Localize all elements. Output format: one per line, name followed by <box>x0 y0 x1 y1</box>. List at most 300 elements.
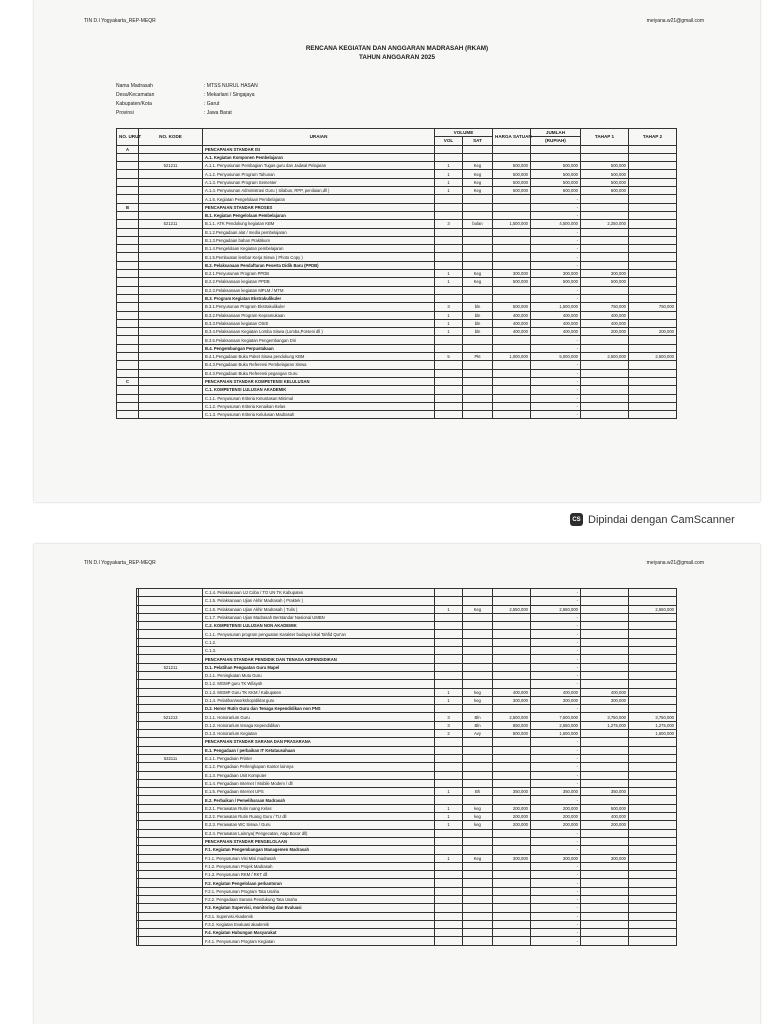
cell-no-urut <box>117 294 139 302</box>
cell-no-kode <box>139 245 203 253</box>
cell-uraian: F.4. Kegiatan Hubungan Masyarakat <box>203 929 435 937</box>
cell-tahap-1 <box>581 236 629 244</box>
cell-vol <box>435 228 463 236</box>
cell-vol: 3 <box>435 303 463 311</box>
cell-uraian: F.3.2. Kegiatan Evaluasi akademik <box>203 920 435 928</box>
cell-tahap-2 <box>629 361 677 369</box>
cell-harga-satuan <box>493 195 531 203</box>
cell-jumlah: - <box>531 929 581 937</box>
header-email: meiyana.w21@gmail.com <box>646 18 704 24</box>
cell-jumlah: - <box>531 386 581 394</box>
cell-jumlah: - <box>531 622 581 630</box>
cell-harga-satuan: 1,500,000 <box>493 220 531 228</box>
cell-tahap-1 <box>581 647 629 655</box>
cell-jumlah: 1,600,000 <box>531 730 581 738</box>
cell-vol <box>435 394 463 402</box>
th-no-urut: NO. URUT <box>117 129 139 146</box>
cell-no-urut <box>117 394 139 402</box>
table-row <box>137 862 677 870</box>
cell-uraian: F.2.1. Penyusunan Program Tata Usaha <box>203 887 435 895</box>
cell-vol <box>435 895 463 903</box>
cell-tahap-1 <box>581 344 629 352</box>
cell-tahap-2 <box>629 286 677 294</box>
table-row <box>137 730 677 738</box>
cell-no-kode <box>139 589 203 597</box>
cell-no-kode <box>139 278 203 286</box>
cell-tahap-1 <box>581 705 629 713</box>
cell-sat: keg <box>463 696 493 704</box>
cell-tahap-2 <box>629 170 677 178</box>
cell-no-urut <box>117 162 139 170</box>
cell-tahap-2 <box>629 788 677 796</box>
cell-uraian: C.1.4. Pelaksanaan UJ Coba / TO UN TK Kabupaten <box>203 589 435 597</box>
cell-jumlah: - <box>531 771 581 779</box>
cell-uraian: D.1.3. MGMP Guru TK KKM / Kabupaten <box>203 688 435 696</box>
cell-vol <box>435 369 463 377</box>
cell-vol <box>435 630 463 638</box>
cell-vol: 1 <box>435 278 463 286</box>
cell-vol <box>435 336 463 344</box>
cell-harga-satuan <box>493 929 531 937</box>
cell-jumlah: - <box>531 402 581 410</box>
cell-harga-satuan: 200,000 <box>493 804 531 812</box>
cell-tahap-2 <box>629 369 677 377</box>
cell-sat <box>463 386 493 394</box>
table-row <box>137 663 677 671</box>
cell-harga-satuan <box>493 344 531 352</box>
cell-uraian: E.1.5. Pengadaan Internet UPS <box>203 788 435 796</box>
cell-sat: bln <box>463 303 493 311</box>
table-row <box>137 912 677 920</box>
cell-no-kode <box>139 286 203 294</box>
cell-sat <box>463 796 493 804</box>
cell-harga-satuan <box>493 286 531 294</box>
cell-jumlah: 2,550,000 <box>531 605 581 613</box>
cell-vol <box>435 589 463 597</box>
cell-sat: Pkt <box>463 353 493 361</box>
cell-no-urut <box>117 353 139 361</box>
cell-vol <box>435 671 463 679</box>
table-row <box>137 796 677 804</box>
cell-tahap-1 <box>581 394 629 402</box>
cell-tahap-2 <box>629 862 677 870</box>
identity-value: : Jawa Barat <box>204 110 232 116</box>
cell-no-kode <box>139 895 203 903</box>
cell-jumlah: 500,000 <box>531 178 581 186</box>
cell-vol <box>435 920 463 928</box>
cell-vol <box>435 153 463 161</box>
cell-no-urut <box>117 170 139 178</box>
cell-no-urut <box>117 336 139 344</box>
table-row <box>137 879 677 887</box>
table-row <box>137 655 677 663</box>
cell-harga-satuan <box>493 862 531 870</box>
cell-vol <box>435 912 463 920</box>
cell-tahap-1 <box>581 837 629 845</box>
cell-tahap-2 <box>629 622 677 630</box>
cell-harga-satuan <box>493 613 531 621</box>
cell-harga-satuan: 2,500,000 <box>493 713 531 721</box>
cell-no-kode <box>139 680 203 688</box>
cell-uraian: F.1. Kegiatan Pengembangan Managemen Madrasah <box>203 846 435 854</box>
cell-tahap-1 <box>581 663 629 671</box>
cell-jumlah: - <box>531 879 581 887</box>
cell-tahap-2 <box>629 195 677 203</box>
cell-sat: bln <box>463 319 493 327</box>
cell-tahap-1 <box>581 763 629 771</box>
cell-tahap-1 <box>581 937 629 945</box>
cell-sat <box>463 671 493 679</box>
cell-uraian: E.1.2. Pengadaan Perlengkapan Kantor lainnya <box>203 763 435 771</box>
th-sat: SAT <box>463 137 493 145</box>
cell-no-kode <box>139 804 203 812</box>
cell-no-kode: 532111 <box>139 754 203 762</box>
cell-tahap-1 <box>581 638 629 646</box>
cell-no-urut <box>117 261 139 269</box>
cell-tahap-2 <box>629 829 677 837</box>
cell-no-urut <box>117 228 139 236</box>
table-row <box>117 278 677 286</box>
cell-vol <box>435 655 463 663</box>
cell-no-kode <box>139 236 203 244</box>
cell-uraian: E.1. Pengadaan / perbaikan IT Ketatausahaan <box>203 746 435 754</box>
cell-tahap-2 <box>629 663 677 671</box>
cell-harga-satuan <box>493 879 531 887</box>
th-tahap-1: TAHAP 1 <box>581 129 629 146</box>
cell-sat <box>463 630 493 638</box>
cell-tahap-1 <box>581 738 629 746</box>
th-volume: VOLUME <box>435 129 493 137</box>
cell-vol <box>435 837 463 845</box>
cell-sat <box>463 837 493 845</box>
cell-tahap-2 <box>629 187 677 195</box>
cell-vol: 1 <box>435 605 463 613</box>
table-row <box>117 203 677 211</box>
cell-harga-satuan <box>493 411 531 419</box>
cell-sat <box>463 912 493 920</box>
cell-uraian: PENCAPAIAN STANDAR PENDIDIK DAN TENAGA KEPENDIDIKAN <box>203 655 435 663</box>
cell-jumlah: - <box>531 211 581 219</box>
cell-tahap-2 <box>629 203 677 211</box>
cell-sat <box>463 394 493 402</box>
table-row <box>117 270 677 278</box>
cell-harga-satuan: 300,000 <box>493 854 531 862</box>
cell-tahap-1: 400,000 <box>581 688 629 696</box>
table-row <box>117 170 677 178</box>
cell-uraian: F.1.3. Penyusunan RKM / RKT dll <box>203 871 435 879</box>
cell-vol: 1 <box>435 311 463 319</box>
cell-uraian: C.1. KOMPETENSI LULUSAN AKADEMIK <box>203 386 435 394</box>
cell-no-kode <box>139 145 203 153</box>
cell-harga-satuan <box>493 904 531 912</box>
cell-tahap-1: 200,000 <box>581 821 629 829</box>
cell-harga-satuan <box>493 887 531 895</box>
cell-tahap-1 <box>581 294 629 302</box>
cell-uraian: D.1.4. Pelatihan/workshop/diklat guru <box>203 696 435 704</box>
cell-harga-satuan: 800,000 <box>493 730 531 738</box>
cell-jumlah: - <box>531 912 581 920</box>
cell-uraian: C.1.2. Penyusunan Kriteria Kenaikan Kelas <box>203 402 435 410</box>
table-row <box>137 605 677 613</box>
cell-tahap-1 <box>581 730 629 738</box>
cell-harga-satuan <box>493 369 531 377</box>
cell-tahap-1 <box>581 796 629 804</box>
cell-vol: 1 <box>435 854 463 862</box>
cell-tahap-1 <box>581 589 629 597</box>
table-row <box>137 763 677 771</box>
cell-tahap-1 <box>581 846 629 854</box>
cell-vol <box>435 386 463 394</box>
cell-uraian: E.2.2. Perawatan Rutin Ruang Guru / TU dll <box>203 813 435 821</box>
cell-vol: 1 <box>435 170 463 178</box>
cell-no-kode <box>139 837 203 845</box>
cell-jumlah: - <box>531 738 581 746</box>
cell-tahap-2 <box>629 153 677 161</box>
cell-jumlah: - <box>531 361 581 369</box>
table-row <box>137 904 677 912</box>
cell-uraian: F.3.1. Supervisi Akademik <box>203 912 435 920</box>
cell-jumlah: - <box>531 236 581 244</box>
cell-vol: 1 <box>435 162 463 170</box>
cell-harga-satuan <box>493 228 531 236</box>
cell-vol: 1 <box>435 270 463 278</box>
cell-jumlah: 2,550,000 <box>531 721 581 729</box>
cell-sat <box>463 771 493 779</box>
cell-sat <box>463 613 493 621</box>
cell-harga-satuan <box>493 153 531 161</box>
th-vol: VOL <box>435 137 463 145</box>
cell-no-kode <box>139 771 203 779</box>
cell-jumlah: - <box>531 796 581 804</box>
cell-vol <box>435 638 463 646</box>
cell-vol <box>435 904 463 912</box>
cell-uraian: PENCAPAIAN STANDAR SARANA DAN PRASARANA <box>203 738 435 746</box>
cell-no-kode <box>139 394 203 402</box>
cell-tahap-1 <box>581 771 629 779</box>
cell-tahap-2: 2,500,000 <box>629 353 677 361</box>
cell-tahap-2 <box>629 746 677 754</box>
cell-tahap-2 <box>629 220 677 228</box>
cell-no-urut <box>117 211 139 219</box>
cell-no-kode <box>139 344 203 352</box>
table-row <box>137 771 677 779</box>
cell-no-urut <box>117 195 139 203</box>
cell-tahap-1: 300,000 <box>581 854 629 862</box>
cell-vol: 3 <box>435 721 463 729</box>
cell-uraian: B.1.2.Pengadaan alat / media pembelajaran <box>203 228 435 236</box>
cell-uraian: B.3.1.Penyusunan Program Ekstrakulikuler <box>203 303 435 311</box>
cell-tahap-1 <box>581 597 629 605</box>
cell-harga-satuan: 500,000 <box>493 278 531 286</box>
cell-sat <box>463 663 493 671</box>
cell-sat <box>463 738 493 746</box>
table-row <box>117 328 677 336</box>
cell-tahap-2 <box>629 837 677 845</box>
cell-no-kode <box>139 369 203 377</box>
cell-jumlah: - <box>531 589 581 597</box>
cell-sat: Keg <box>463 178 493 186</box>
cell-sat: bln <box>463 328 493 336</box>
camscanner-text: Dipindai dengan CamScanner <box>588 513 735 526</box>
cell-no-kode <box>139 937 203 945</box>
cell-tahap-1: 400,000 <box>581 311 629 319</box>
cell-harga-satuan: 300,000 <box>493 696 531 704</box>
cell-vol <box>435 929 463 937</box>
cell-jumlah: 4,500,000 <box>531 220 581 228</box>
cell-harga-satuan <box>493 671 531 679</box>
cell-tahap-2 <box>629 680 677 688</box>
cell-tahap-2 <box>629 854 677 862</box>
cell-uraian: A.1.4. Penyusunan Administrasi Guru ( Silabus, RPP, penilaian,dll ) <box>203 187 435 195</box>
cell-jumlah: - <box>531 253 581 261</box>
cell-no-kode <box>139 655 203 663</box>
cell-no-urut <box>117 319 139 327</box>
cell-uraian: D.2. Honor Rutin Guru dan Tenaga Kependidikan non PNS <box>203 705 435 713</box>
cell-tahap-2 <box>629 228 677 236</box>
cell-tahap-2 <box>629 411 677 419</box>
cell-sat <box>463 245 493 253</box>
cell-tahap-2 <box>629 912 677 920</box>
cell-jumlah: - <box>531 597 581 605</box>
cell-harga-satuan <box>493 663 531 671</box>
cell-tahap-1 <box>581 369 629 377</box>
cell-sat: Keg <box>463 278 493 286</box>
cell-vol <box>435 597 463 605</box>
cell-jumlah: 7,500,000 <box>531 713 581 721</box>
cell-no-kode <box>139 796 203 804</box>
cell-jumlah: - <box>531 655 581 663</box>
cell-vol: 1 <box>435 328 463 336</box>
cell-jumlah: - <box>531 705 581 713</box>
cell-vol: 5 <box>435 353 463 361</box>
cell-no-kode <box>139 195 203 203</box>
cell-harga-satuan <box>493 589 531 597</box>
cell-jumlah: - <box>531 904 581 912</box>
cell-tahap-2 <box>629 253 677 261</box>
cell-tahap-1 <box>581 746 629 754</box>
identity-row <box>116 109 258 118</box>
cell-uraian: D.1.1. Peningkatan Mutu Guru <box>203 671 435 679</box>
cell-uraian: D.1.2. MGMP guru TK Wilayah <box>203 680 435 688</box>
th-rupiah: (RUPIAH) <box>531 137 581 145</box>
cell-harga-satuan <box>493 738 531 746</box>
table-row <box>117 253 677 261</box>
cell-tahap-1: 500,000 <box>581 178 629 186</box>
cell-jumlah: 200,000 <box>531 813 581 821</box>
cell-tahap-2 <box>629 937 677 945</box>
cell-uraian: B.4. Pengembangan Perpustakaan <box>203 344 435 352</box>
cell-tahap-1 <box>581 336 629 344</box>
cell-no-kode <box>139 622 203 630</box>
cell-jumlah: - <box>531 245 581 253</box>
cell-tahap-2 <box>629 597 677 605</box>
cell-tahap-1: 350,000 <box>581 788 629 796</box>
cell-sat <box>463 411 493 419</box>
table-row <box>137 779 677 787</box>
table-row <box>137 647 677 655</box>
cell-no-kode <box>139 597 203 605</box>
cell-tahap-2 <box>629 336 677 344</box>
cell-no-kode <box>139 904 203 912</box>
cell-tahap-2 <box>629 879 677 887</box>
cell-tahap-2 <box>629 904 677 912</box>
cell-tahap-2 <box>629 386 677 394</box>
cell-vol <box>435 286 463 294</box>
cell-sat <box>463 895 493 903</box>
cell-jumlah: - <box>531 746 581 754</box>
cell-tahap-1 <box>581 862 629 870</box>
cell-no-urut <box>117 328 139 336</box>
cell-tahap-2 <box>629 754 677 762</box>
cell-tahap-2 <box>629 763 677 771</box>
cell-sat <box>463 402 493 410</box>
cell-uraian: A.1.3. Penyusunan Program Semester <box>203 178 435 186</box>
cell-no-kode <box>139 361 203 369</box>
cell-uraian: C.1.2. <box>203 638 435 646</box>
cell-tahap-1 <box>581 411 629 419</box>
cell-tahap-2 <box>629 779 677 787</box>
cell-uraian: D.1.2. Honorarium tenaga Kependidikan <box>203 721 435 729</box>
cell-uraian: B.2.3.Pelaksanaan kegiatan MPLM / MTM <box>203 286 435 294</box>
cell-harga-satuan <box>493 245 531 253</box>
camscanner-watermark <box>570 513 735 526</box>
table-row <box>137 688 677 696</box>
cell-vol <box>435 361 463 369</box>
cell-uraian: C.1.7. Pelaksanaan Ujian Madrasah Berstandar Nasional UMBN <box>203 613 435 621</box>
cell-harga-satuan <box>493 386 531 394</box>
cell-tahap-1 <box>581 613 629 621</box>
cell-harga-satuan: 500,000 <box>493 178 531 186</box>
cell-uraian: B.3.5.Pelaksanaan Kegiatan Pengembangan Diri <box>203 336 435 344</box>
cell-jumlah: - <box>531 228 581 236</box>
cell-jumlah: - <box>531 871 581 879</box>
cell-sat <box>463 597 493 605</box>
cell-no-kode <box>139 203 203 211</box>
table-row <box>117 303 677 311</box>
cell-no-kode <box>139 613 203 621</box>
cell-tahap-2: 3,750,000 <box>629 713 677 721</box>
cell-no-urut: A <box>117 145 139 153</box>
cell-jumlah: 500,000 <box>531 162 581 170</box>
table-row <box>137 929 677 937</box>
budget-table-page-1 <box>116 128 677 419</box>
cell-tahap-2 <box>629 630 677 638</box>
scanned-page-1 <box>34 0 760 502</box>
cell-sat <box>463 261 493 269</box>
cell-no-kode <box>139 730 203 738</box>
table-row <box>137 705 677 713</box>
cell-uraian: C.1.3. <box>203 647 435 655</box>
cell-no-urut <box>117 187 139 195</box>
cell-tahap-1 <box>581 622 629 630</box>
cell-tahap-2 <box>629 821 677 829</box>
cell-tahap-2 <box>629 871 677 879</box>
cell-sat <box>463 377 493 385</box>
cell-uraian: E.1.3. Pengadaan Unit Komputer <box>203 771 435 779</box>
cell-tahap-1: 500,000 <box>581 162 629 170</box>
cell-tahap-1 <box>581 671 629 679</box>
cell-harga-satuan <box>493 779 531 787</box>
cell-no-urut: C <box>117 377 139 385</box>
table-row <box>137 671 677 679</box>
cell-tahap-2 <box>629 920 677 928</box>
cell-no-urut <box>117 245 139 253</box>
cell-no-kode <box>139 821 203 829</box>
cell-uraian: C.2. KOMPETENSI LULUSAN NON AKADEMIK <box>203 622 435 630</box>
cell-harga-satuan <box>493 211 531 219</box>
cell-tahap-1: 400,000 <box>581 319 629 327</box>
th-uraian: URAIAN <box>203 129 435 146</box>
